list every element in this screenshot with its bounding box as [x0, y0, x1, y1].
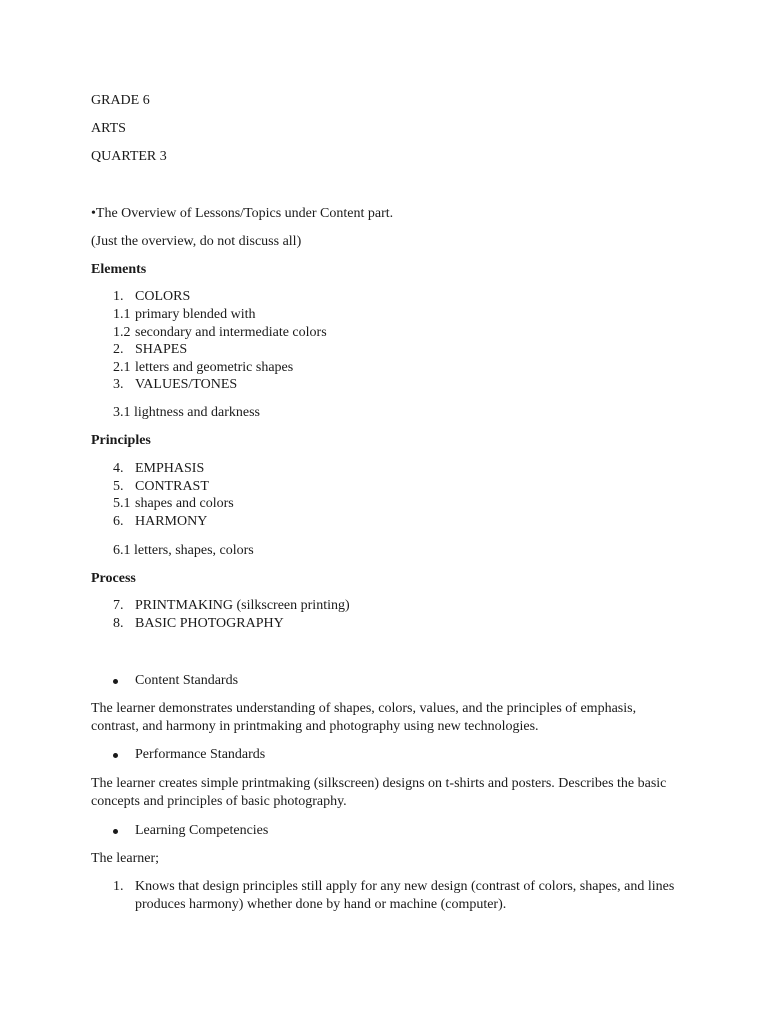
list-number: 2.: [113, 342, 124, 357]
bullet-icon: [113, 679, 118, 684]
overview-title: •The Overview of Lessons/Topics under Content part.: [91, 206, 394, 221]
principles-heading: Principles: [91, 433, 151, 448]
list-item: COLORS: [135, 289, 191, 304]
list-item: letters and geometric shapes: [135, 360, 294, 375]
list-item: secondary and intermediate colors: [135, 325, 327, 340]
principles-subitem: 6.1 letters, shapes, colors: [113, 543, 254, 558]
quarter-label: QUARTER 3: [91, 149, 167, 164]
list-number: 2.1: [113, 360, 131, 375]
learning-competencies-label: Learning Competencies: [135, 823, 269, 838]
list-item: CONTRAST: [135, 479, 209, 494]
list-item: SHAPES: [135, 342, 188, 357]
list-number: 7.: [113, 598, 124, 613]
list-item: VALUES/TONES: [135, 377, 238, 392]
list-number: 1.: [113, 289, 124, 304]
bullet-icon: [113, 753, 118, 758]
grade-label: GRADE 6: [91, 93, 150, 108]
list-item: PRINTMAKING (silkscreen printing): [135, 598, 350, 613]
list-number: 5.: [113, 479, 124, 494]
list-number: 8.: [113, 616, 124, 631]
list-number: 1.: [113, 879, 124, 894]
list-number: 4.: [113, 461, 124, 476]
elements-heading: Elements: [91, 262, 147, 277]
performance-standards-label: Performance Standards: [135, 747, 266, 762]
list-number: 1.1: [113, 307, 131, 322]
content-standards-label: Content Standards: [135, 673, 239, 688]
learning-competencies-intro: The learner;: [91, 851, 160, 866]
list-item: EMPHASIS: [135, 461, 205, 476]
list-item: shapes and colors: [135, 496, 234, 511]
process-heading: Process: [91, 571, 136, 586]
bullet-icon: [113, 829, 118, 834]
list-number: 5.1: [113, 496, 131, 511]
list-number: 1.2: [113, 325, 131, 340]
subject-label: ARTS: [91, 121, 126, 136]
list-number: 6.: [113, 514, 124, 529]
list-item: HARMONY: [135, 514, 208, 529]
content-standards-text: The learner demonstrates understanding of shapes, colors, values, and the principles of emphasis, contrast, and harmony in printmaking and photography using new technologies.: [91, 701, 637, 734]
elements-subitem: 3.1 lightness and darkness: [113, 405, 260, 420]
performance-standards-text: The learner creates simple printmaking (silkscreen) designs on t-shirts and posters. Describes the basic concepts and principles of basic photography.: [91, 776, 667, 809]
overview-note: (Just the overview, do not discuss all): [91, 234, 302, 249]
list-item: Knows that design principles still apply for any new design (contrast of colors, shapes, and lines produces harmony) whether done by hand or machine (computer).: [135, 879, 675, 912]
list-item: primary blended with: [135, 307, 256, 322]
list-number: 3.: [113, 377, 124, 392]
list-item: BASIC PHOTOGRAPHY: [135, 616, 284, 631]
